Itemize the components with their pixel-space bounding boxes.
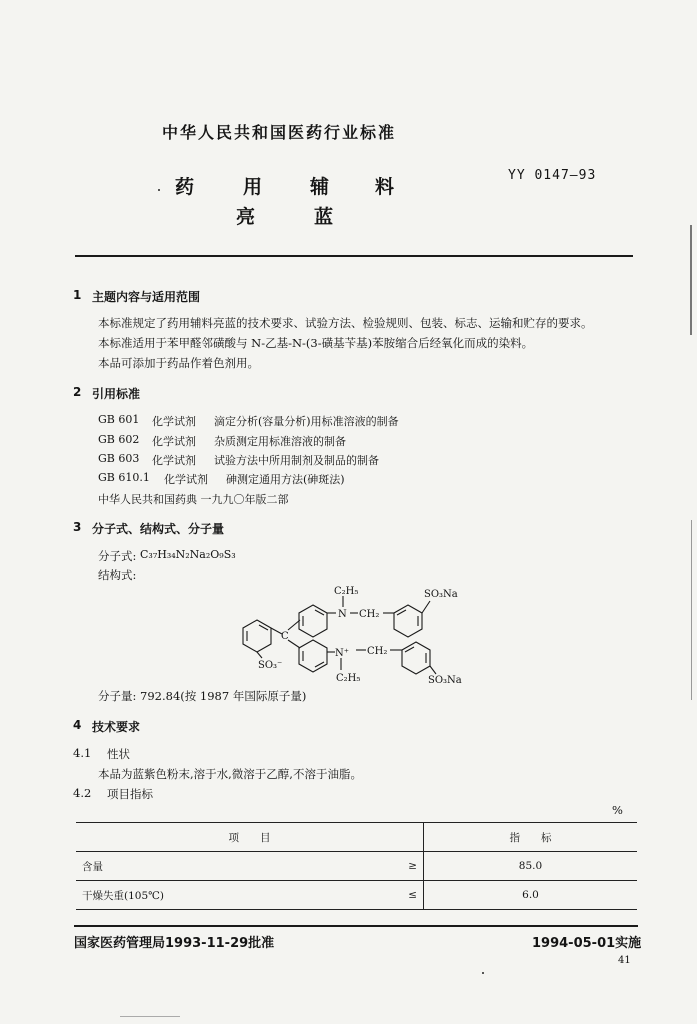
scan-speck bbox=[120, 1016, 180, 1017]
title-char-3: 辅 bbox=[310, 176, 330, 198]
standard-org: 中华人民共和国医药行业标准 bbox=[162, 123, 397, 142]
table-row bbox=[76, 852, 637, 881]
section-4-heading: 技术要求 bbox=[92, 720, 141, 734]
central-carbon-label: C bbox=[281, 631, 289, 642]
row-item: 含量 bbox=[76, 852, 371, 881]
molecular-formula: C₃₇H₃₄N₂Na₂O₉S₃ bbox=[140, 548, 236, 561]
molecular-weight: 分子量: 792.84(按 1987 年国际原子量) bbox=[98, 689, 307, 703]
row-value: 85.0 bbox=[424, 852, 638, 881]
title-char-6: 蓝 bbox=[314, 206, 334, 228]
subsection-4-2-title: 项目指标 bbox=[107, 787, 153, 801]
section-1-heading: 主题内容与适用范围 bbox=[92, 290, 201, 304]
ref-code: GB 601 bbox=[98, 413, 140, 426]
standard-code: YY 0147—93 bbox=[508, 168, 597, 183]
n-plus-label: N⁺ bbox=[335, 648, 350, 659]
page-number: 41 bbox=[618, 955, 631, 966]
section-1-paragraph: 本品可添加于药品作着色剂用。 bbox=[98, 356, 259, 370]
description-text: 本品为蓝紫色粉末,溶于水,微溶于乙醇,不溶于油脂。 bbox=[98, 767, 362, 781]
unit-percent: % bbox=[612, 803, 623, 817]
ref-category: 化学试剂 bbox=[152, 454, 196, 467]
footer-rule bbox=[74, 925, 638, 927]
ref-code: GB 602 bbox=[98, 433, 140, 446]
specification-table bbox=[76, 822, 637, 910]
ref-title: 杂质测定用标准溶液的制备 bbox=[214, 435, 346, 448]
table-row bbox=[76, 881, 637, 910]
structure-label: 结构式: bbox=[98, 568, 137, 582]
effective-date: 1994-05-01实施 bbox=[532, 936, 642, 951]
so3-minus-label: SO₃⁻ bbox=[258, 660, 283, 671]
ethyl-bottom-label: C₂H₅ bbox=[336, 673, 361, 684]
section-1-paragraph: 本标准适用于苯甲醛邻磺酸与 N-乙基-N-(3-磺基苄基)苯胺缩合后经氧化而成的染料。 bbox=[98, 336, 534, 350]
subsection-4-1-number: 4.1 bbox=[73, 746, 92, 760]
title-char-2: 用 bbox=[243, 176, 263, 198]
ref-code: GB 603 bbox=[98, 452, 140, 465]
header-value-cell bbox=[424, 823, 638, 852]
n-top-label: N bbox=[338, 609, 347, 620]
table-header-row bbox=[76, 823, 637, 852]
section-4-number: 4 bbox=[73, 718, 82, 732]
so3na-top-label: SO₃Na bbox=[424, 589, 458, 600]
subsection-4-1-title: 性状 bbox=[107, 747, 130, 761]
header-item-cell bbox=[76, 823, 424, 852]
ref-code: GB 610.1 bbox=[98, 471, 150, 484]
section-2-number: 2 bbox=[73, 385, 82, 399]
ref-category: 化学试剂 bbox=[164, 473, 208, 486]
pharmacopoeia-ref: 中华人民共和国药典 一九九〇年版二部 bbox=[98, 493, 289, 506]
scan-speck bbox=[158, 189, 160, 191]
row-operator: ≤ bbox=[371, 881, 424, 910]
title-char-5: 亮 bbox=[236, 206, 256, 228]
row-item: 干燥失重(105℃) bbox=[76, 881, 371, 910]
section-2-heading: 引用标准 bbox=[92, 387, 141, 401]
ref-title: 试验方法中所用制剂及制品的制备 bbox=[214, 454, 379, 467]
header-value: 指 标 bbox=[509, 831, 552, 844]
ref-category: 化学试剂 bbox=[152, 435, 196, 448]
section-1-number: 1 bbox=[73, 288, 82, 302]
section-3-number: 3 bbox=[73, 520, 82, 534]
scan-speck bbox=[482, 972, 484, 974]
approval-date: 国家医药管理局1993-11-29批准 bbox=[74, 936, 275, 951]
ref-category: 化学试剂 bbox=[152, 415, 196, 428]
ch2-top-label: CH₂ bbox=[359, 609, 380, 620]
section-3-heading: 分子式、结构式、分子量 bbox=[92, 522, 225, 536]
row-operator: ≥ bbox=[371, 852, 424, 881]
formula-label: 分子式: bbox=[98, 549, 137, 563]
title-char-4: 料 bbox=[375, 176, 395, 198]
so3na-bottom-label: SO₃Na bbox=[428, 675, 462, 686]
header-item: 项 目 bbox=[228, 831, 271, 844]
ref-title: 滴定分析(容量分析)用标准溶液的制备 bbox=[214, 415, 399, 428]
ch2-bottom-label: CH₂ bbox=[367, 646, 388, 657]
ethyl-top-label: C₂H₅ bbox=[334, 586, 359, 597]
row-value: 6.0 bbox=[424, 881, 638, 910]
section-1-paragraph: 本标准规定了药用辅料亮蓝的技术要求、试验方法、检验规则、包装、标志、运输和贮存的要求。 bbox=[98, 316, 593, 330]
title-char-1: 药 bbox=[175, 176, 195, 198]
ref-title: 砷测定通用方法(砷斑法) bbox=[226, 473, 345, 486]
subsection-4-2-number: 4.2 bbox=[73, 786, 92, 800]
